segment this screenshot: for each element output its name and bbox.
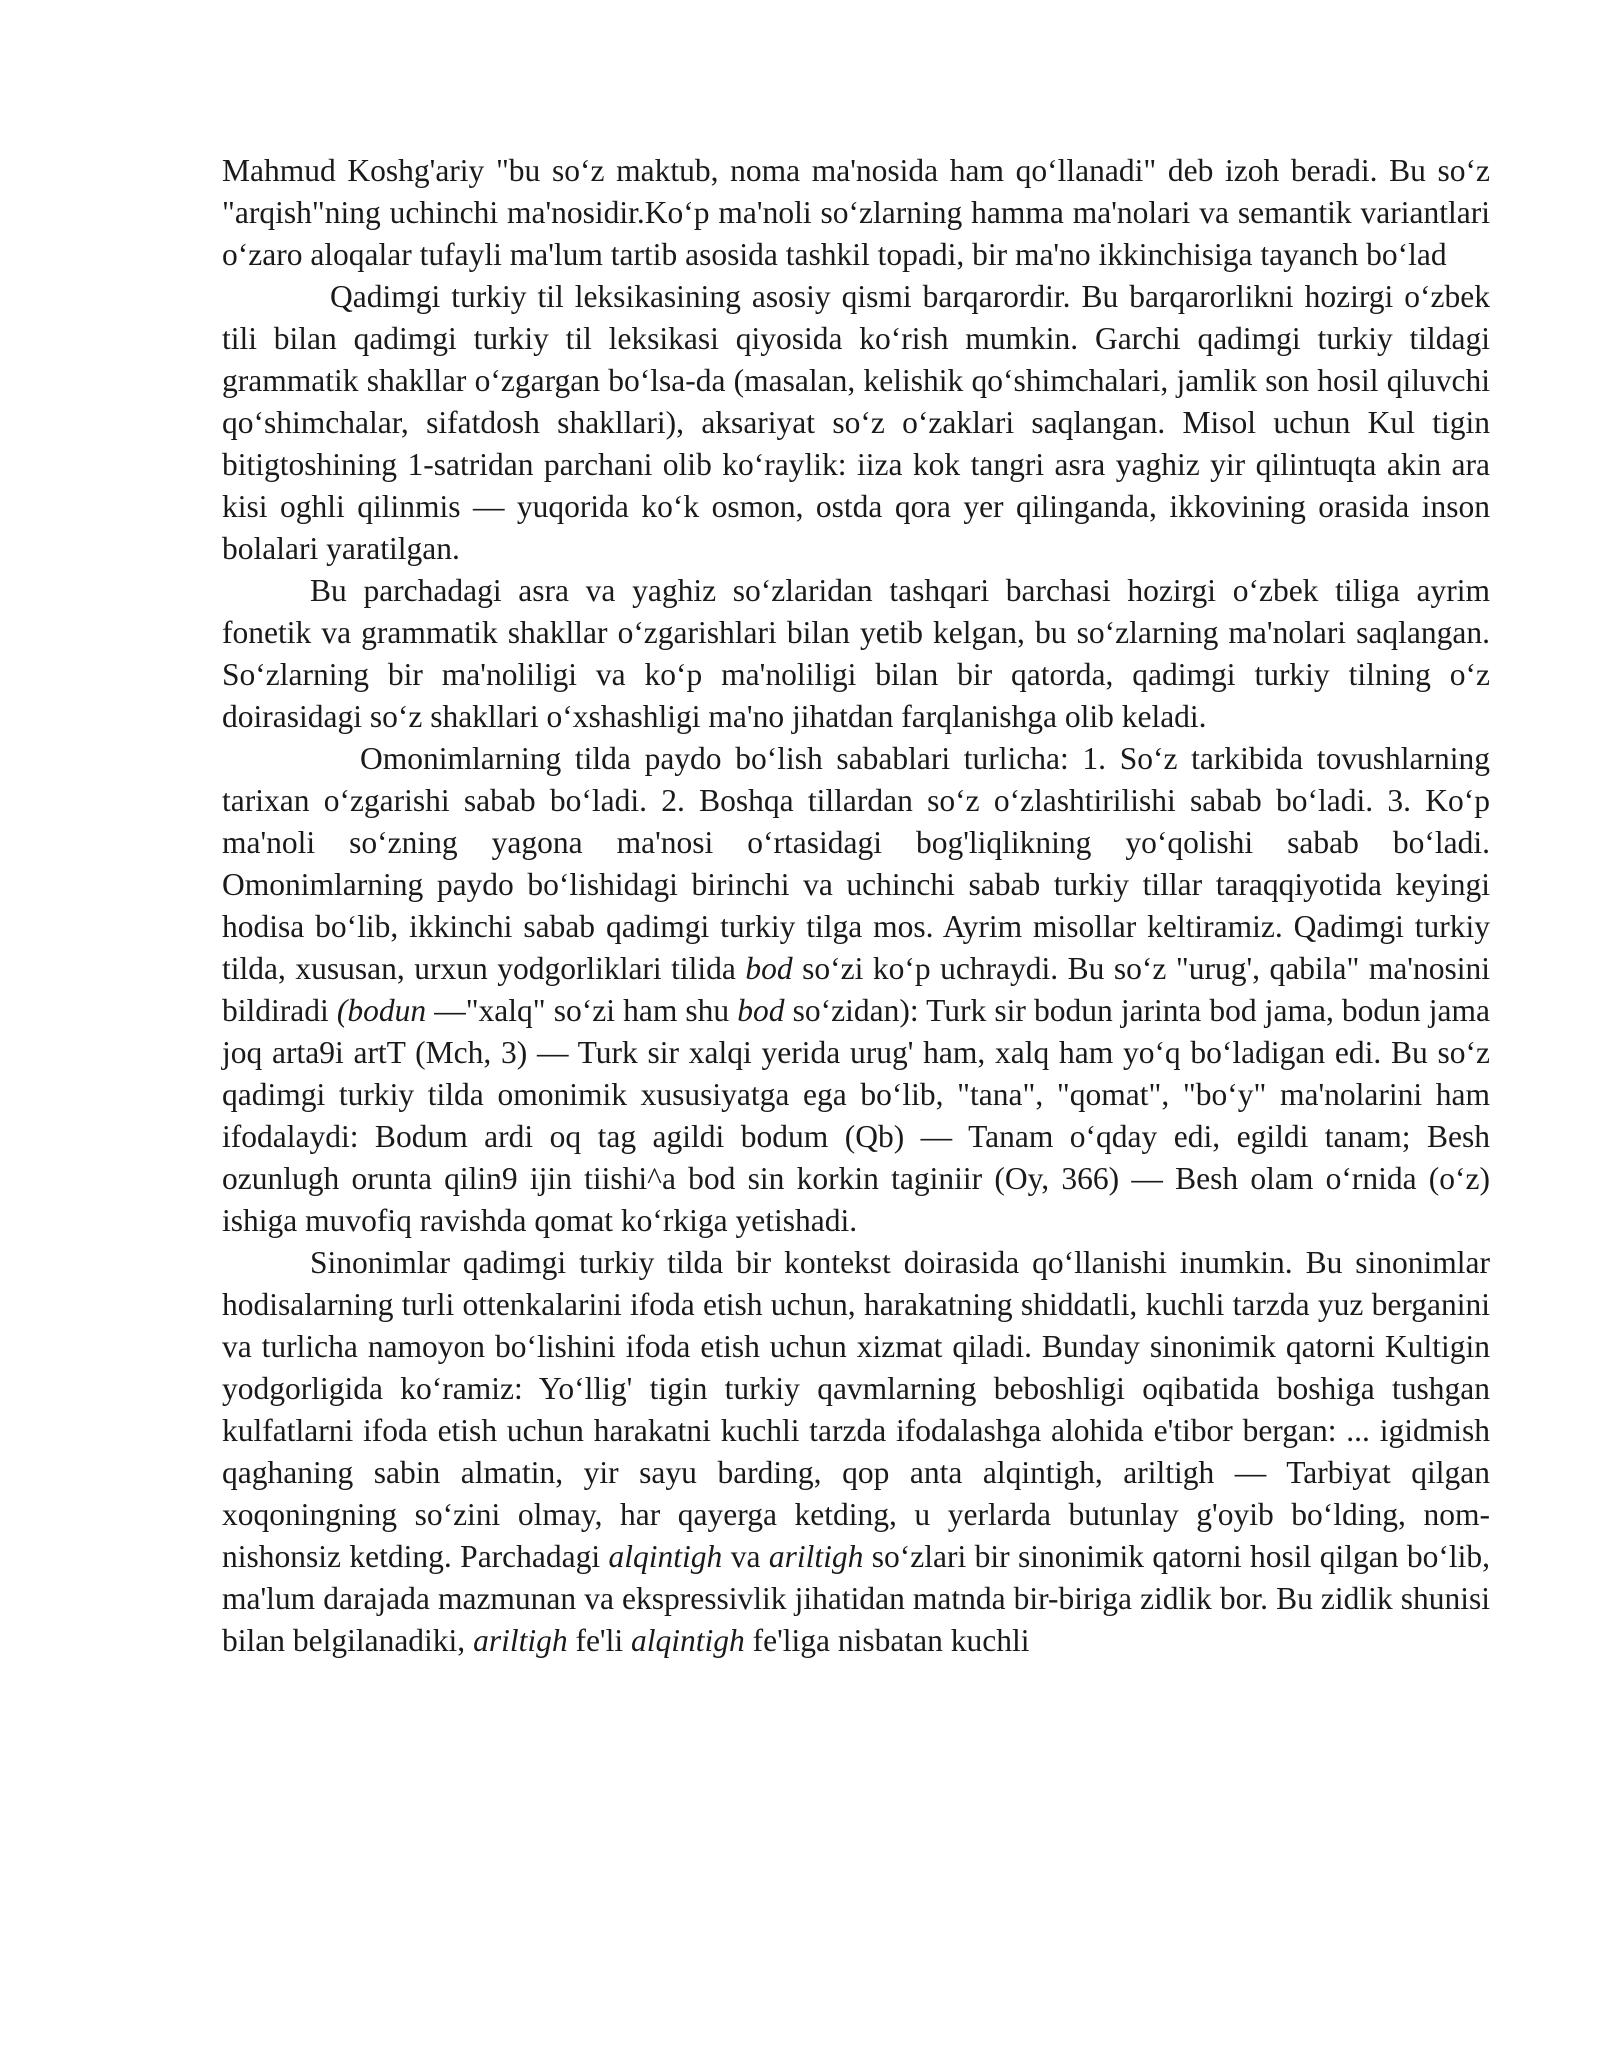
paragraph-3 <box>222 570 1490 738</box>
text-run: so‘zlari bir sinonimik qatorni hosil qilgan bo‘lib, ma'lum darajada mazmunan va ekspressivlik jihatidan matnda bir-biriga zidlik bor. Bu zidlik shunisi bilan belgilanadiki, <box>222 1539 1490 1658</box>
text-run: Omonimlarning tilda paydo bo‘lish sabablari turlicha: 1. So‘z tarkibida tovushlarning tarixan o‘zgarishi sabab bo‘ladi. 2. Boshqa tillardan so‘z o‘zlashtirilishi sabab bo‘ladi. 3. Ko‘p ma'noli so‘zning yagona ma'nosi o‘rtasidagi bog'liqlikning yo‘qolishi sabab bo‘ladi. Omonimlarning paydo bo‘lishidagi birinchi va uchinchi sabab turkiy tillar taraqqiyotida keyingi hodisa bo‘lib, ikkinchi sabab qadimgi turkiy tilga mos. Ayrim misollar keltiramiz. Qadimgi turkiy tilda, xususan, urxun yodgorliklari tilida <box>222 741 1490 986</box>
paragraph-2 <box>222 276 1490 570</box>
italic-term: bod <box>745 951 793 986</box>
italic-term: alqintigh <box>608 1539 723 1574</box>
italic-term: ariltigh <box>473 1623 568 1658</box>
paragraph-4 <box>222 738 1490 1242</box>
text-run: —"xalq" so‘zi ham shu <box>426 993 738 1028</box>
text-run: va <box>722 1539 769 1574</box>
document-page <box>222 150 1490 1662</box>
text-run: Qadimgi turkiy til leksikasining asosiy qismi barqarordir. Bu barqarorlikni hozirgi o‘zbek tili bilan qadimgi turkiy til leksikasi qiyosida ko‘rish mumkin. Garchi qadimgi turkiy tildagi grammatik shakllar o‘zgargan bo‘lsa-da (masalan, kelishik qo‘shimchalari, jamlik son hosil qiluvchi qo‘shimchalar, sifatdosh shakllari), aksariyat so‘z o‘zaklari saqlangan. Misol uchun Kul tigin bitigtoshining 1-satridan parchani olib ko‘raylik: iiza kok tangri asra yaghiz yir qilintuqta akin ara kisi oghli qilinmis — yuqorida ko‘k osmon, ostda qora yer qilinganda, ikkovining orasida inson bolalari yaratilgan. <box>222 279 1490 566</box>
text-run: fe'li <box>567 1623 631 1658</box>
italic-term: alqintigh <box>630 1623 745 1658</box>
text-run: Sinonimlar qadimgi turkiy tilda bir kontekst doirasida qo‘llanishi inumkin. Bu sinonimlar hodisalarning turli ottenkalarini ifoda etish uchun, harakatning shiddatli, kuchli tarzda yuz berganini va turlicha namoyon bo‘lishini ifoda etish uchun xizmat qiladi. Bunday sinonimik qatorni Kultigin yodgorligida ko‘ramiz: Yo‘llig' tigin turkiy qavmlarning beboshligi oqibatida boshiga tushgan kulfatlarni ifoda etish uchun harakatni kuchli tarzda ifodalashga alohida e'tibor bergan: ... igidmish qaghaning sabin almatin, yir sayu barding, qop anta alqintigh, ariltigh — Tarbiyat qilgan xoqoningning so‘zini olmay, har qayerga ketding, u yerlarda butunlay g'oyib bo‘lding, nom-nishonsiz ketding. Parchadagi <box>222 1245 1490 1574</box>
text-run: fe'liga nisbatan kuchli <box>744 1623 1030 1658</box>
italic-term: (bodun <box>336 993 427 1028</box>
text-run: so‘zi ko‘p uchraydi. Bu so‘z "urug', qabila" ma'nosini bildiradi <box>222 951 1490 1028</box>
text-run: Bu parchadagi asra va yaghiz so‘zlaridan tashqari barchasi hozirgi o‘zbek tiliga ayrim fonetik va grammatik shakllar o‘zgarishlari bilan yetib kelgan, bu so‘zlarning ma'nolari saqlangan. So‘zlarning bir ma'noliligi va ko‘p ma'noliligi bilan bir qatorda, qadimgi turkiy tilning o‘z doirasidagi so‘z shakllari o‘xshashligi ma'no jihatdan farqlanishga olib keladi. <box>222 573 1490 734</box>
italic-term: ariltigh <box>768 1539 864 1574</box>
text-run: Mahmud Koshg'ariy "bu so‘z maktub, noma ma'nosida ham qo‘llanadi" deb izoh beradi. Bu so‘z "arqish"ning uchinchi ma'nosidir.Ko‘p ma'noli so‘zlarning hamma ma'nolari va semantik variantlari o‘zaro aloqalar tufayli ma'lum tartib asosida tashkil topadi, bir ma'no ikkinchisiga tayanch bo‘lad <box>222 153 1490 272</box>
paragraph-5 <box>222 1242 1490 1662</box>
text-run: so‘zidan): Turk sir bodun jarinta bod jama, bodun jama joq arta9i artT (Mch, 3) — Turk sir xalqi yerida urug' ham, xalq ham yo‘q bo‘ladigan edi. Bu so‘z qadimgi turkiy tilda omonimik xususiyatga ega bo‘lib, "tana", "qomat", "bo‘y" ma'nolarini ham ifodalaydi: Bodum ardi oq tag agildi bodum (Qb) — Tanam o‘qday edi, egildi tanam; Besh ozunlugh orunta qilin9 ijin tiishi^a bod sin korkin taginiir (Oy, 366) — Besh olam o‘rnida (o‘z) ishiga muvofiq ravishda qomat ko‘rkiga yetishadi. <box>222 993 1490 1238</box>
paragraph-1 <box>222 150 1490 276</box>
italic-term: bod <box>737 993 785 1028</box>
